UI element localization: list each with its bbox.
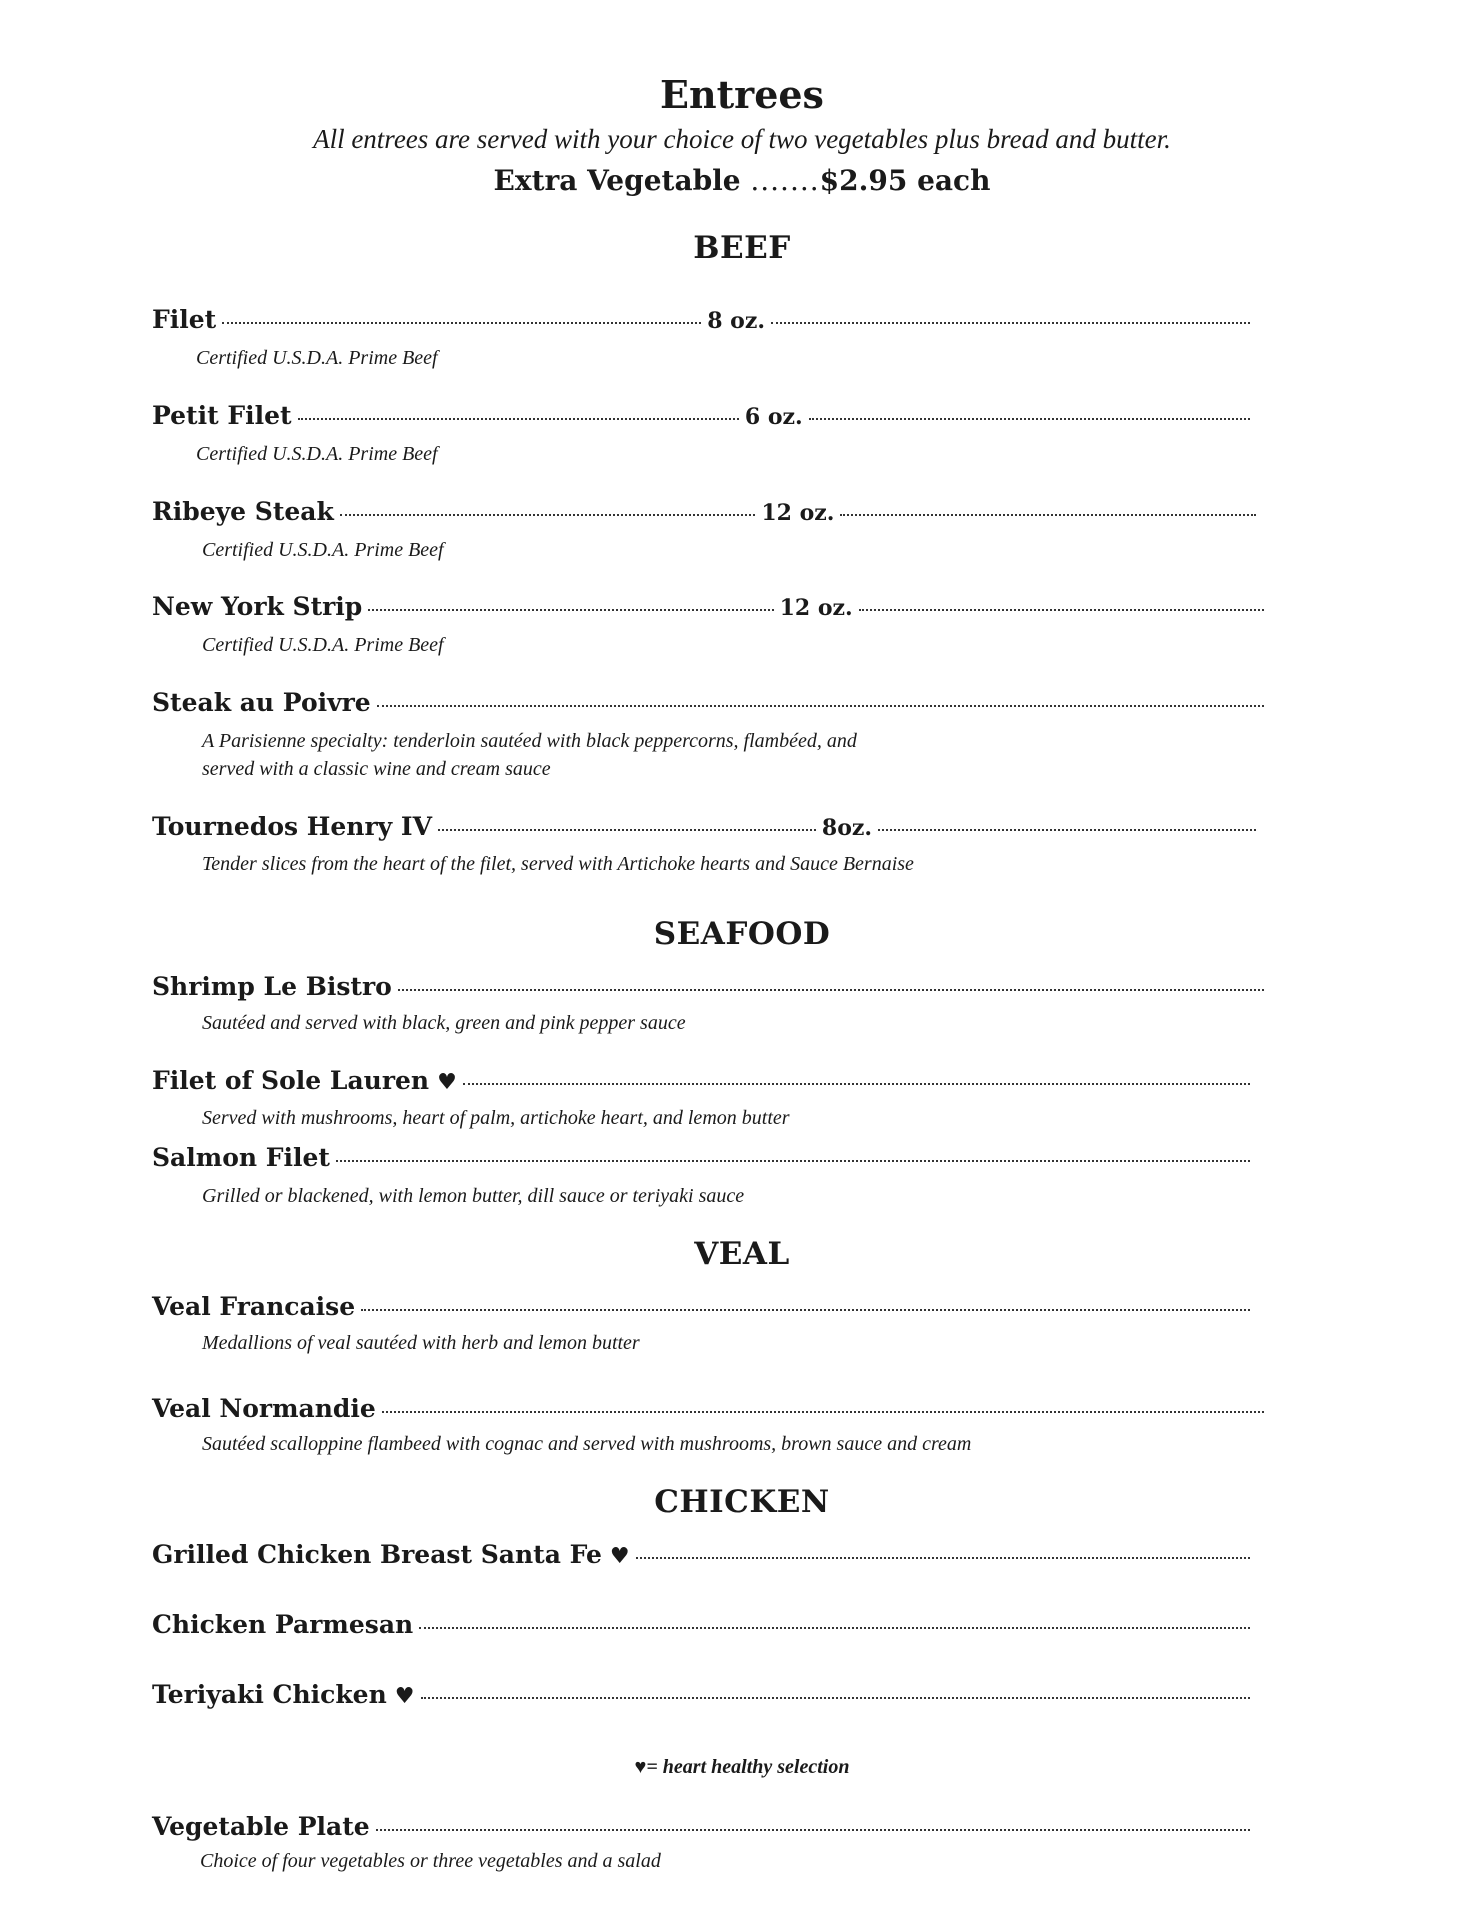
item-name: Shrimp Le Bistro [152, 972, 392, 1001]
dot-leader [809, 418, 1250, 420]
dot-leader [840, 514, 1256, 516]
item-description: Choice of four vegetables or three vegetables and a salad [200, 1850, 661, 1872]
menu-item-new-york-strip [152, 592, 1270, 621]
menu-item-steak-au-poivre [152, 688, 1270, 717]
item-description: Tender slices from the heart of the filet, served with Artichoke hearts and Sauce Bernaise [202, 853, 914, 875]
item-portion: 8 oz. [707, 308, 765, 334]
dot-leader [398, 989, 1264, 991]
dot-leader [298, 418, 739, 420]
page-title: Entrees [660, 72, 824, 117]
heart-healthy-legend [0, 1756, 1484, 1779]
item-description: Grilled or blackened, with lemon butter, dill sauce or teriyaki sauce [202, 1185, 745, 1207]
item-description: Certified U.S.D.A. Prime Beef [202, 634, 444, 656]
menu-item-salmon-filet [152, 1143, 1256, 1172]
section-heading-chicken: CHICKEN [654, 1484, 830, 1520]
item-portion: 8oz. [821, 815, 873, 841]
menu-item-vegetable-plate [152, 1812, 1256, 1841]
item-name: Salmon Filet [152, 1143, 330, 1172]
item-portion: 12 oz. [761, 500, 835, 526]
menu-item-shrimp-le-bistro [152, 972, 1270, 1001]
heart-icon: ♥ [609, 1544, 630, 1569]
item-description: Certified U.S.D.A. Prime Beef [196, 347, 438, 369]
dot-leader [340, 514, 756, 516]
dot-leader [222, 322, 701, 324]
item-description: Sautéed scalloppine flambeed with cognac and served with mushrooms, brown sauce and cream [202, 1433, 972, 1455]
extra-vegetable-label: Extra Vegetable [493, 164, 741, 197]
item-portion: 6 oz. [744, 404, 803, 430]
dot-leader [368, 609, 773, 611]
menu-item-petit-filet [152, 401, 1256, 430]
item-name: Chicken Parmesan [152, 1610, 414, 1639]
menu-item-grilled-chicken-breast-santa-fe [152, 1540, 1256, 1569]
dot-leader [361, 1309, 1250, 1311]
dot-leader [376, 1829, 1250, 1831]
dot-leader [336, 1160, 1250, 1162]
item-description: Certified U.S.D.A. Prime Beef [202, 539, 444, 561]
menu-item-filet-of-sole-lauren [152, 1066, 1256, 1095]
dot-leader [463, 1083, 1250, 1085]
extra-vegetable-dots: ....... [750, 164, 820, 197]
item-name: New York Strip [152, 592, 363, 621]
item-name: Tournedos Henry IV [152, 812, 432, 841]
item-name: Veal Francaise [152, 1292, 356, 1321]
item-name: Steak au Poivre [152, 688, 371, 717]
menu-item-veal-normandie [152, 1394, 1270, 1423]
dot-leader [771, 322, 1250, 324]
dot-leader [878, 829, 1256, 831]
section-heading-beef: BEEF [693, 230, 791, 266]
extra-vegetable-price: $2.95 each [819, 164, 991, 197]
item-portion: 12 oz. [779, 595, 853, 621]
menu-item-filet [152, 305, 1256, 334]
legend-text: = heart healthy selection [646, 1756, 850, 1778]
dot-leader [438, 829, 816, 831]
menu-item-ribeye-steak [152, 497, 1262, 526]
heart-icon: ♥ [437, 1070, 457, 1095]
menu-item-veal-francaise [152, 1292, 1256, 1321]
dot-leader [382, 1411, 1264, 1413]
item-name: Vegetable Plate [152, 1812, 370, 1841]
item-name: Ribeye Steak [152, 497, 334, 526]
heart-icon: ♥ [394, 1684, 415, 1709]
subtitle: All entrees are served with your choice of two vegetables plus bread and butter. [313, 124, 1171, 154]
dot-leader [421, 1697, 1251, 1699]
item-description-line-2: served with a classic wine and cream sauce [202, 758, 551, 780]
item-name: Grilled Chicken Breast Santa Fe [152, 1540, 602, 1569]
heart-icon: ♥ [634, 1756, 647, 1778]
item-description-line-1: A Parisienne specialty: tenderloin sautéed with black peppercorns, flambéed, and [202, 730, 857, 752]
dot-leader [377, 705, 1264, 707]
extra-vegetable-line [0, 164, 1484, 197]
section-heading-veal: VEAL [694, 1236, 790, 1272]
menu-item-tournedos-henry-iv [152, 812, 1262, 841]
dot-leader [419, 1627, 1250, 1629]
item-name: Teriyaki Chicken [152, 1680, 387, 1709]
item-name: Petit Filet [152, 401, 292, 430]
item-name: Filet [152, 305, 217, 334]
item-description: Certified U.S.D.A. Prime Beef [196, 443, 438, 465]
menu-item-teriyaki-chicken [152, 1680, 1256, 1709]
item-name: Filet of Sole Lauren [152, 1066, 430, 1095]
item-description: Medallions of veal sautéed with herb and lemon butter [202, 1332, 640, 1354]
item-description: Served with mushrooms, heart of palm, artichoke heart, and lemon butter [202, 1107, 790, 1129]
dot-leader [636, 1557, 1250, 1559]
section-heading-seafood: SEAFOOD [653, 916, 831, 952]
item-name: Veal Normandie [152, 1394, 376, 1423]
dot-leader [859, 609, 1264, 611]
item-description: Sautéed and served with black, green and pink pepper sauce [202, 1012, 686, 1034]
menu-item-chicken-parmesan [152, 1610, 1256, 1639]
